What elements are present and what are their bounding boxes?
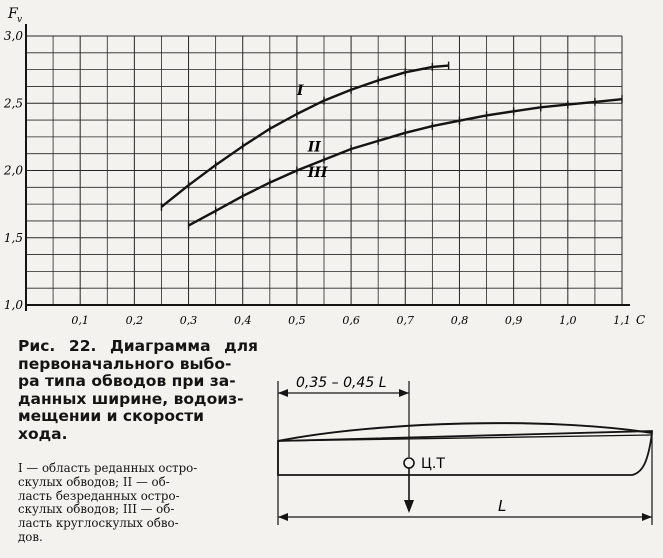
x-tick-label: 0,5	[288, 314, 306, 327]
y-axis-label-subscript: v	[17, 15, 23, 25]
length-label: L	[498, 497, 507, 515]
y-tick-label: 2,0	[3, 163, 23, 178]
y-tick-label: 1,0	[3, 298, 23, 312]
region-label: II	[307, 139, 321, 156]
y-tick-label: 1,5	[3, 230, 23, 245]
region-label: III	[307, 165, 328, 182]
figure-caption-title: Рис. 22. Диаграмма для первоначального выбо- ра типа обводов при за- данных ширине, водоиз- мещении и скорости хода.	[18, 337, 258, 443]
x-tick-label: 1,1	[613, 314, 631, 327]
length-arrow-left	[278, 513, 288, 521]
dimension-top-arrow-right	[399, 389, 409, 397]
hull-diagram	[270, 355, 660, 555]
x-tick-label: 0,1	[71, 314, 89, 327]
x-tick-label: 0,8	[450, 314, 469, 327]
y-axis-label: F	[8, 6, 18, 22]
x-axis-end-label: С	[636, 313, 646, 327]
center-of-gravity-marker	[404, 458, 414, 468]
dimension-top-arrow-left	[278, 389, 288, 397]
cg-vector-arrowhead	[404, 500, 414, 513]
region-label: I	[296, 83, 304, 100]
dimension-top-label: 0,35 – 0,45 L	[296, 375, 387, 391]
length-arrow-right	[642, 513, 652, 521]
x-tick-label: 1,0	[559, 314, 577, 327]
x-tick-label: 0,9	[504, 314, 523, 327]
y-tick-label: 2,5	[3, 96, 23, 111]
figure-caption-body: I — область реданных остро- скулых обводов; II — об- ласть безреданных остро- скулых обводов; III — об- ласть круглоскулых обво- дов.	[18, 461, 198, 544]
x-tick-label: 0,3	[179, 314, 198, 327]
x-tick-label: 0,2	[125, 314, 144, 327]
cg-label: Ц.Т	[421, 456, 445, 472]
x-tick-label: 0,7	[396, 314, 415, 327]
x-tick-label: 0,6	[342, 314, 360, 327]
y-tick-label: 3,0	[3, 29, 23, 43]
x-tick-label: 0,4	[233, 314, 252, 327]
